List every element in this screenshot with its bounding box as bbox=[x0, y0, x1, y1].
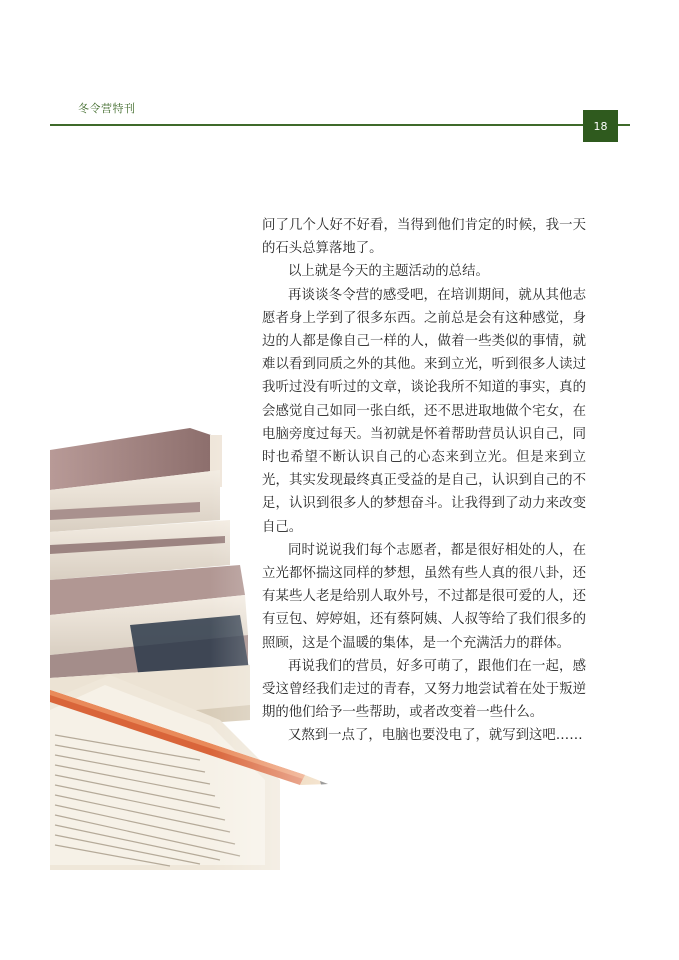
paragraph: 再说我们的营员，好多可萌了，跟他们在一起，感受这曾经我们走过的青春，又努力地尝试着在处于叛逆期的他们给予一些帮助，或者改变着一些什么。 bbox=[262, 658, 586, 721]
paragraph: 以上就是今天的主题活动的总结。 bbox=[288, 264, 489, 280]
paragraph: 再谈谈冬令营的感受吧，在培训期间，就从其他志愿者身上学到了很多东西。之前总是会有这种感觉，身边的人都是像自己一样的人，做着一些类似的事情，就难以看到同质之外的其他。来到立光，听到很多人读过我听过没有听过的文章，谈论我所不知道的事实，真的会感觉自己如同一张白纸，还不思进取地做个宅女，在电脑旁度过每天。当初就是怀着帮助营员认识自己，同时也希望不断认识自己的心态来到立光。但是来到立光，其实发现最终真正受益的是自己，认识到自己的不足，认识到很多人的梦想奋斗。让我得到了动力来改变自己。 bbox=[262, 287, 586, 535]
header-divider bbox=[50, 124, 630, 126]
paragraph: 问了几个人好不好看，当得到他们肯定的时候，我一天的石头总算落地了。 bbox=[262, 218, 586, 257]
paragraph: 同时说说我们每个志愿者，都是很好相处的人，在立光都怀揣这同样的梦想，虽然有些人真的很八卦，还有某些人老是给别人取外号，不过都是很可爱的人，还有豆包、婷婷姐，还有蔡阿姨、人叔等给了我们很多的照顾，这是个温暖的集体，是一个充满活力的群体。 bbox=[262, 542, 586, 651]
page-number-badge: 18 bbox=[583, 110, 618, 142]
paragraph: 又熬到一点了，电脑也要没电了，就写到这吧…… bbox=[288, 728, 583, 744]
magazine-title: 冬令营特刊 bbox=[78, 102, 136, 115]
article-body bbox=[262, 214, 586, 748]
